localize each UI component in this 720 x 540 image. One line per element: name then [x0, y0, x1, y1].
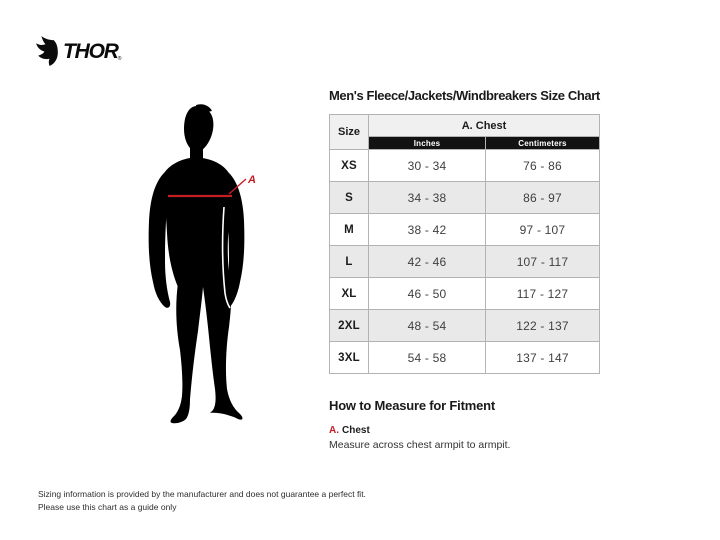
measure-item-chest — [329, 425, 607, 451]
registered-mark: ® — [117, 56, 121, 62]
table-header-row — [330, 115, 600, 137]
size-table-body — [330, 150, 600, 374]
size-chart-table — [329, 114, 600, 374]
disclaimer-line-2: Please use this chart as a guide only — [38, 502, 177, 513]
disclaimer-line-1: Sizing information is provided by the manufacturer and does not guarantee a perfect fit. — [38, 489, 366, 499]
inches-column-header: Inches — [369, 137, 486, 150]
size-chart-panel — [329, 88, 607, 451]
centimeters-cell: 122 - 137 — [486, 310, 600, 342]
silhouette-shapes — [149, 104, 245, 423]
size-cell: 3XL — [330, 342, 369, 374]
chest-group-header: A. Chest — [369, 115, 600, 137]
centimeters-cell: 107 - 117 — [486, 246, 600, 278]
measure-guide-section — [329, 398, 607, 451]
body-silhouette-figure — [140, 103, 270, 428]
thor-wordmark — [63, 41, 120, 62]
inches-cell: 46 - 50 — [369, 278, 486, 310]
size-cell: 2XL — [330, 310, 369, 342]
centimeters-cell: 86 - 97 — [486, 182, 600, 214]
measure-item-title — [329, 425, 607, 436]
table-row — [330, 150, 600, 182]
inches-cell: 54 - 58 — [369, 342, 486, 374]
table-row — [330, 246, 600, 278]
table-row — [330, 182, 600, 214]
thor-wordmark-text: THOR — [63, 40, 118, 63]
inches-cell: 42 - 46 — [369, 246, 486, 278]
measure-item-label: Chest — [342, 425, 370, 436]
size-chart-title: Men's Fleece/Jackets/Windbreakers Size Chart — [329, 88, 600, 103]
size-cell: XS — [330, 150, 369, 182]
table-row — [330, 214, 600, 246]
measure-item-key: A. — [329, 425, 339, 436]
size-cell: M — [330, 214, 369, 246]
body-silhouette — [140, 103, 270, 428]
centimeters-cell: 76 - 86 — [486, 150, 600, 182]
size-column-header: Size — [330, 115, 369, 150]
table-row — [330, 310, 600, 342]
sizing-disclaimer — [38, 488, 366, 514]
size-cell: L — [330, 246, 369, 278]
size-cell: S — [330, 182, 369, 214]
chest-annotation-label: A — [248, 174, 256, 186]
centimeters-cell: 117 - 127 — [486, 278, 600, 310]
table-row — [330, 278, 600, 310]
size-cell: XL — [330, 278, 369, 310]
measure-guide-heading: How to Measure for Fitment — [329, 398, 495, 413]
inches-cell: 38 - 42 — [369, 214, 486, 246]
inches-cell: 34 - 38 — [369, 182, 486, 214]
brand-logo — [35, 36, 120, 67]
centimeters-cell: 97 - 107 — [486, 214, 600, 246]
centimeters-cell: 137 - 147 — [486, 342, 600, 374]
inches-cell: 30 - 34 — [369, 150, 486, 182]
thor-helmet-icon — [35, 36, 60, 67]
table-units-row — [330, 137, 600, 150]
table-row — [330, 342, 600, 374]
inches-cell: 48 - 54 — [369, 310, 486, 342]
centimeters-column-header: Centimeters — [486, 137, 600, 150]
measure-item-description: Measure across chest armpit to armpit. — [329, 439, 511, 451]
